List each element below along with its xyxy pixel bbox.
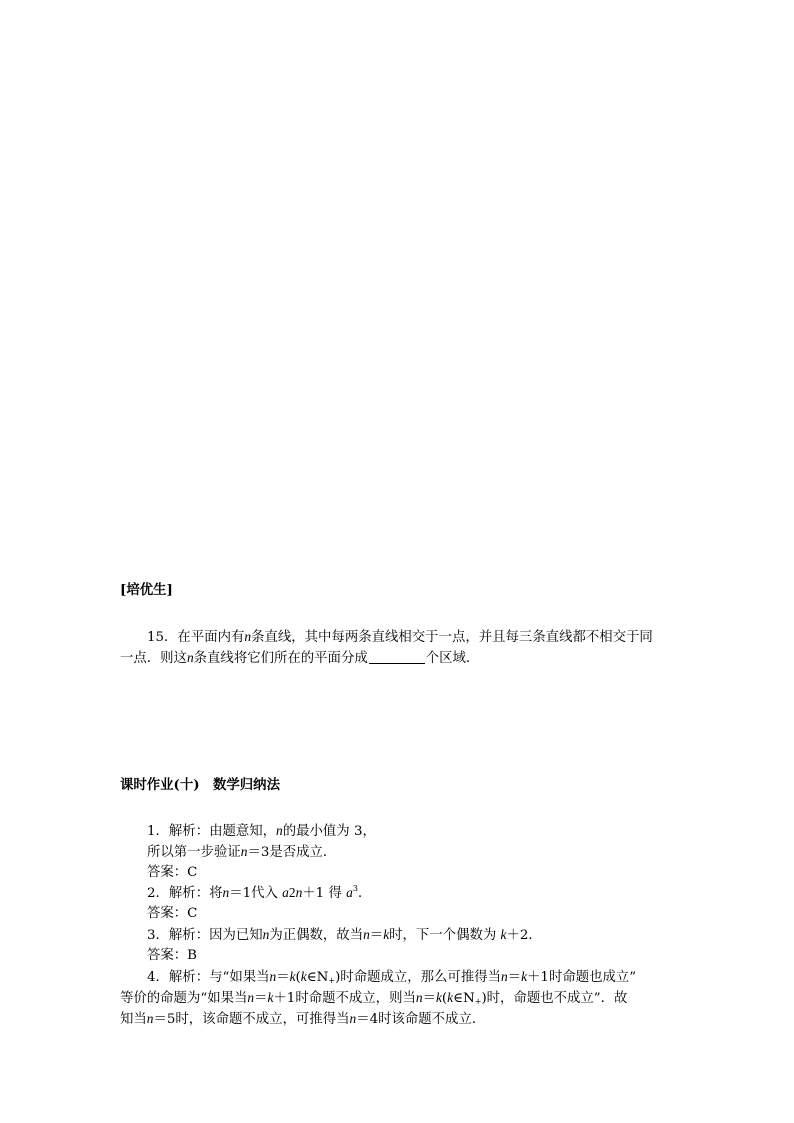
answer-text: 知当 [120, 1012, 147, 1027]
problem-15-line-2 [120, 649, 479, 668]
problem-15-text: 条直线将它们所在的平面分成 [193, 651, 368, 666]
answer-text: )时命题成立，那么可推得当 [335, 970, 501, 985]
variable-k: k [383, 927, 390, 942]
answer-text: 时命题不成立，则当 [295, 991, 416, 1006]
answer-text: ＝ [369, 928, 384, 943]
answer-text: 代入 [251, 886, 278, 901]
answer-text: 时命题也成立” [548, 970, 637, 985]
answer-blank [369, 649, 425, 664]
answer-3-result: 答案：B [147, 948, 198, 963]
answer-text: 2．解析：将 [147, 886, 223, 901]
variable-n: n [244, 629, 252, 644]
variable-k: k [521, 969, 528, 984]
variable-n: n [269, 969, 277, 984]
variable-k: k [447, 990, 454, 1005]
answer-1-line-1 [147, 822, 376, 841]
variable-n: n [262, 927, 270, 942]
section-label: [培优生] [120, 582, 173, 598]
lesson-heading: 课时作业(十) 数学归纳法 [120, 777, 280, 793]
answer-4-line-2 [120, 989, 627, 1008]
answer-3-line-1 [147, 926, 542, 945]
variable-k: k [267, 990, 274, 1005]
subscript: + [474, 997, 482, 1006]
variable-n: n [222, 885, 230, 900]
variable-k: k [289, 969, 296, 984]
answer-text: )时，命题也不成立”．故 [481, 991, 628, 1006]
answer-text: ＝ [422, 991, 436, 1006]
answer-text: ＋2． [506, 928, 542, 943]
answer-text: 得 [328, 886, 342, 901]
answer-text: 2 [288, 885, 296, 900]
subscript: + [328, 976, 336, 985]
variable-k: k [435, 990, 442, 1005]
answer-text: ＋1 [302, 886, 325, 901]
answer-text: ∈N [306, 970, 329, 985]
problem-15-text: 一点．则这 [120, 651, 187, 666]
problem-15-text: 个区域． [425, 651, 480, 666]
variable-a: a [282, 885, 289, 900]
answer-text: ＋1 [273, 991, 296, 1006]
answer-text: 时，该命题不成立，可推得当 [175, 1012, 350, 1027]
variable-n: n [415, 990, 423, 1005]
answer-text: ＝ [507, 970, 522, 985]
answer-text: ( [295, 970, 301, 985]
answer-text: . [357, 886, 363, 901]
problem-15-line-1 [147, 628, 653, 647]
answer-text: ( [441, 991, 448, 1006]
answer-text: 1．解析：由题意知， [147, 824, 277, 839]
variable-n: n [186, 650, 194, 665]
variable-n: n [247, 990, 255, 1005]
answer-1-result: 答案：C [147, 865, 198, 880]
variable-k: k [300, 969, 307, 984]
variable-n: n [363, 927, 370, 942]
problem-15-number: 15．在平面内有 [147, 630, 245, 645]
answer-text: ＝ [276, 970, 290, 985]
answer-text: 等价的命题为“如果当 [120, 991, 248, 1006]
answer-4-line-3 [120, 1010, 485, 1029]
answer-text: 时，下一个偶数为 [389, 928, 497, 943]
variable-n: n [276, 823, 283, 838]
superscript: 3 [352, 884, 358, 893]
answer-text: ＝3 [247, 845, 270, 860]
problem-15-text: 条直线，其中每两条直线相交于一点，并且每三条直线都不相交于同 [251, 630, 653, 645]
answer-text: 的最小值为 3， [282, 824, 376, 839]
answer-4-line-1 [147, 968, 636, 987]
answer-text: ＝4 [356, 1012, 379, 1027]
answer-text: 是否成立． [269, 845, 337, 860]
variable-n: n [240, 844, 248, 859]
answer-text: ＝ [254, 991, 268, 1006]
answer-text: 时该命题不成立． [378, 1012, 486, 1027]
answer-2-result: 答案：C [147, 906, 198, 921]
variable-k: k [500, 927, 507, 942]
answer-text: ∈N [453, 991, 475, 1006]
variable-n: n [146, 1011, 154, 1026]
answer-text: 所以第一步验证 [147, 845, 241, 860]
answer-text: 为正偶数，故当 [269, 928, 364, 943]
answer-2-line-1 [147, 884, 362, 903]
answer-text: ＝1 [229, 886, 252, 901]
variable-n: n [349, 1011, 357, 1026]
answer-text: 3．解析：因为已知 [147, 928, 263, 943]
variable-n: n [501, 969, 508, 984]
answer-1-line-2 [147, 843, 336, 862]
variable-a: a [346, 885, 353, 900]
answer-text: ＝5 [153, 1012, 176, 1027]
variable-n: n [295, 885, 303, 900]
answer-text: 4．解析：与“如果当 [147, 970, 270, 985]
answer-text: ＋1 [527, 970, 549, 985]
